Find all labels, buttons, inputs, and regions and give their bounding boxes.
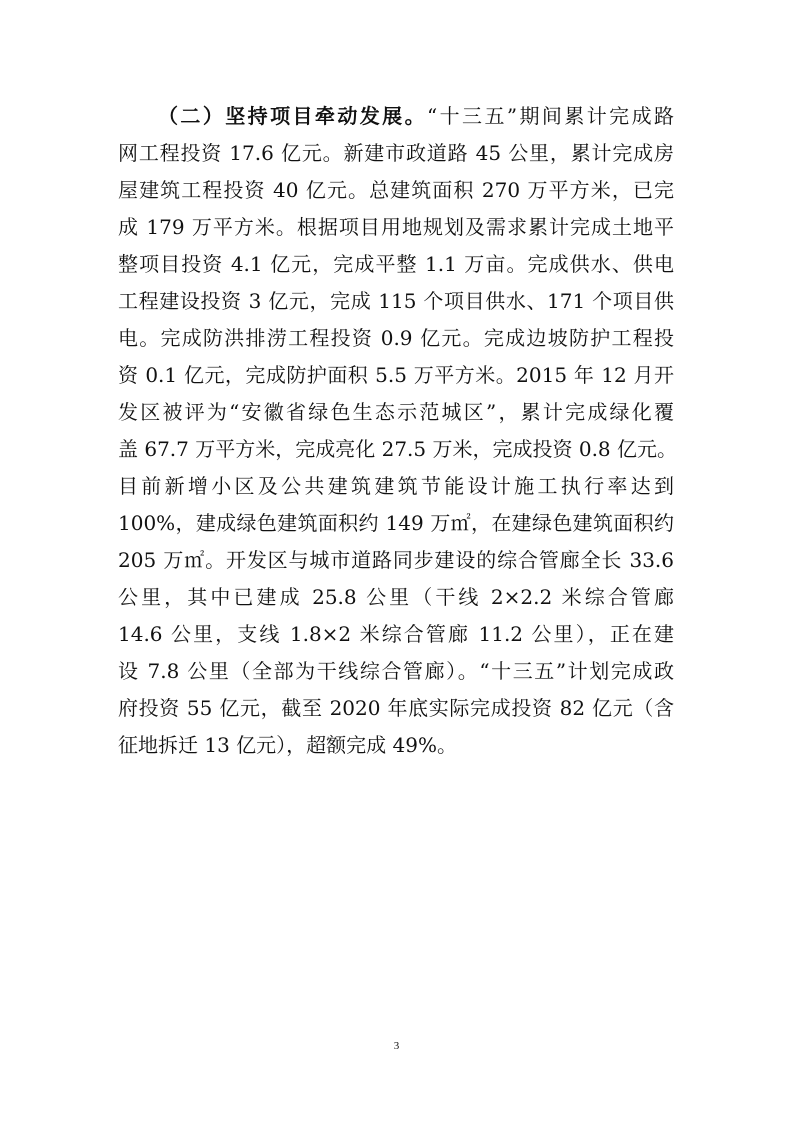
paragraph-line-7: 电。完成防洪排涝工程投资 0.9 亿元。完成边坡防护工程投 <box>118 326 674 350</box>
paragraph-line-8: 资 0.1 亿元，完成防护面积 5.5 万平方米。2015 年 12 月开 <box>118 363 674 387</box>
page-number: 3 <box>393 1040 400 1052</box>
paragraph-line-3: 屋建筑工程投资 40 亿元。总建筑面积 270 万平方米，已完 <box>118 178 674 202</box>
paragraph-line-15: 14.6 公里，支线 1.8×2 米综合管廊 11.2 公里），正在建 <box>118 622 674 646</box>
paragraph-line-11: 目前新增小区及公共建筑建筑节能设计施工执行率达到 <box>118 474 674 498</box>
paragraph-line-2: 网工程投资 17.6 亿元。新建市政道路 45 公里，累计完成房 <box>118 141 674 165</box>
paragraph-line-14: 公里，其中已建成 25.8 公里（干线 2×2.2 米综合管廊 <box>118 585 674 609</box>
paragraph-line-16: 设 7.8 公里（全部为干线综合管廊）。“十三五”计划完成政 <box>118 659 674 683</box>
body-paragraph <box>118 98 678 764</box>
paragraph-line-1-text: “十三五”期间累计完成路 <box>426 104 674 128</box>
paragraph-line-6: 工程建设投资 3 亿元，完成 115 个项目供水、171 个项目供 <box>118 289 674 313</box>
paragraph-line-9: 发区被评为“安徽省绿色生态示范城区”，累计完成绿化覆 <box>118 400 674 424</box>
paragraph-line-1 <box>118 98 674 135</box>
paragraph-line-18: 征地拆迁 13 亿元），超额完成 49%。 <box>118 733 457 757</box>
paragraph-line-13: 205 万㎡。开发区与城市道路同步建设的综合管廊全长 33.6 <box>118 548 674 572</box>
paragraph-line-12: 100%，建成绿色建筑面积约 149 万㎡，在建绿色建筑面积约 <box>118 511 674 535</box>
paragraph-line-17: 府投资 55 亿元，截至 2020 年底实际完成投资 82 亿元（含 <box>118 696 674 720</box>
paragraph-line-10: 盖 67.7 万平方米，完成亮化 27.5 万米，完成投资 0.8 亿元。 <box>118 437 678 461</box>
section-heading: （二）坚持项目牵动发展。 <box>158 104 427 128</box>
paragraph-line-5: 整项目投资 4.1 亿元，完成平整 1.1 万亩。完成供水、供电 <box>118 252 674 276</box>
paragraph-line-4: 成 179 万平方米。根据项目用地规划及需求累计完成土地平 <box>118 215 674 239</box>
